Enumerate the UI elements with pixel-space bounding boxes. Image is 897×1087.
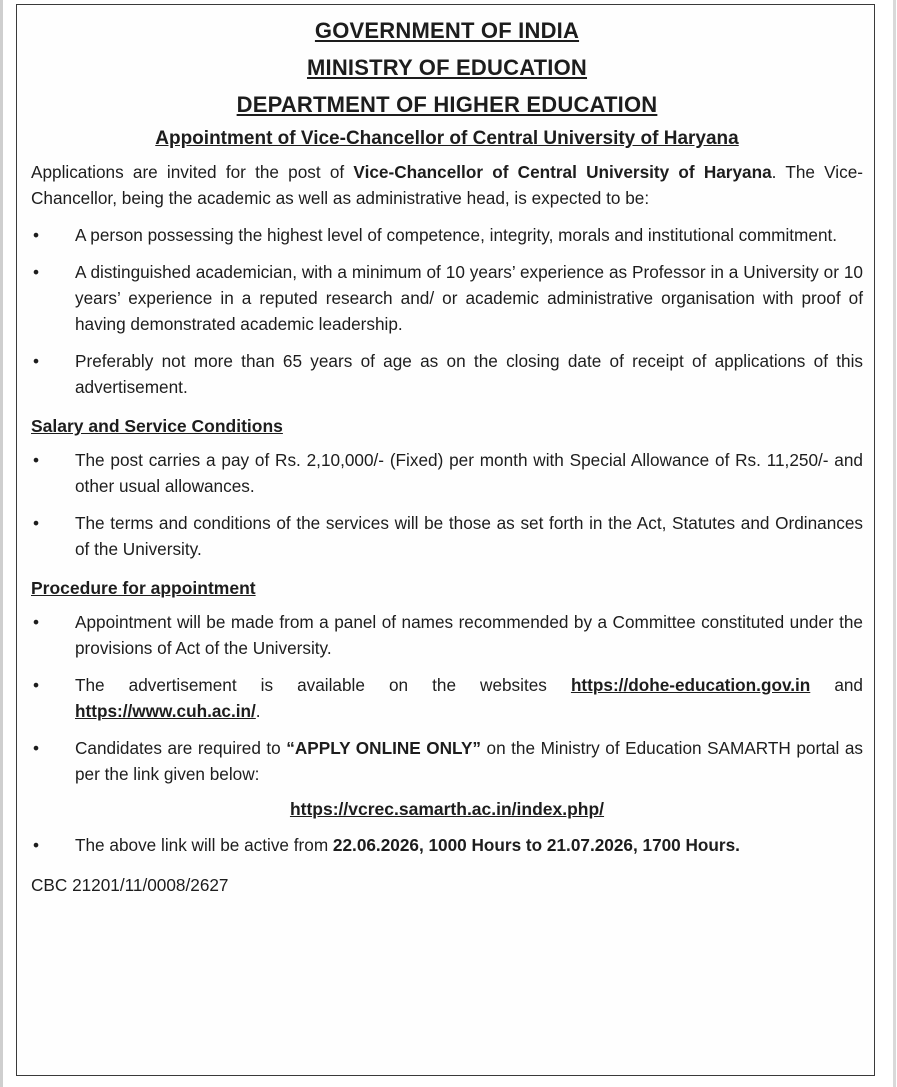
salary-list xyxy=(31,447,863,562)
list-item xyxy=(31,510,863,562)
advertisement-content xyxy=(31,5,863,898)
bullet-icon: • xyxy=(33,351,40,371)
bullet-icon: • xyxy=(33,738,40,758)
eligibility-age: Preferably not more than 65 years of age as on the closing date of receipt of applications of this advertisement. xyxy=(75,351,863,397)
cuh-website-link[interactable]: https://www.cuh.ac.in/ xyxy=(75,701,256,721)
bullet-icon: • xyxy=(33,675,40,695)
procedure-websites-end: . xyxy=(255,701,261,721)
procedure-list xyxy=(31,609,863,787)
page-edge-left xyxy=(0,0,3,1087)
intro-text-b: . The Vice-Chancellor, being the academic as well as administrative head, is expected to be: xyxy=(31,162,863,208)
header-government: GOVERNMENT OF INDIA xyxy=(314,18,580,43)
procedure-apply-text-b: on the Ministry of Education SAMARTH portal as per the link given below: xyxy=(75,738,863,784)
list-item xyxy=(31,832,863,858)
intro-text-a: Applications are invited for the post of xyxy=(31,162,354,182)
eligibility-competence: A person possessing the highest level of competence, integrity, morals and institutional commitment. xyxy=(75,225,838,245)
intro-post-name: Vice-Chancellor of Central University of Haryana xyxy=(353,162,772,182)
apply-online-only: “APPLY ONLINE ONLY” xyxy=(286,738,481,758)
bullet-icon: • xyxy=(33,262,40,282)
samarth-portal-link[interactable]: https://vcrec.samarth.ac.in/index.php/ xyxy=(289,799,605,819)
salary-pay: The post carries a pay of Rs. 2,10,000/- (Fixed) per month with Special Allowance of Rs. 11,250/- and other usual allowances. xyxy=(75,450,863,496)
bullet-icon: • xyxy=(33,225,40,245)
procedure-websites-and: and xyxy=(810,675,863,695)
procedure-panel: Appointment will be made from a panel of names recommended by a Committee constituted under the provisions of Act of the University. xyxy=(75,612,863,658)
list-item xyxy=(31,222,863,248)
procedure-link-active-dates: 22.06.2026, 1000 Hours to 21.07.2026, 1700 Hours. xyxy=(332,835,740,855)
procedure-link-active-text: The above link will be active from xyxy=(75,835,333,855)
procedure-heading: Procedure for appointment xyxy=(31,578,256,598)
procedure-websites-text: The advertisement is available on the websites xyxy=(75,675,571,695)
procedure-list-continued xyxy=(31,832,863,858)
bullet-icon: • xyxy=(33,612,40,632)
list-item xyxy=(31,609,863,661)
list-item xyxy=(31,735,863,787)
bullet-icon: • xyxy=(33,450,40,470)
dohe-website-link[interactable]: https://dohe-education.gov.in xyxy=(570,675,811,695)
list-item xyxy=(31,259,863,337)
bullet-icon: • xyxy=(33,835,40,855)
list-item xyxy=(31,447,863,499)
header-ministry: MINISTRY OF EDUCATION xyxy=(306,55,588,80)
list-item xyxy=(31,348,863,400)
advertisement-box xyxy=(16,4,875,1076)
procedure-apply-text: Candidates are required to xyxy=(75,738,287,758)
eligibility-list xyxy=(31,222,863,400)
bullet-icon: • xyxy=(33,513,40,533)
page-edge-right xyxy=(893,0,896,1087)
list-item xyxy=(31,672,863,724)
salary-heading: Salary and Service Conditions xyxy=(31,416,283,436)
cbc-reference: CBC 21201/11/0008/2627 xyxy=(31,875,229,895)
eligibility-experience: A distinguished academician, with a minimum of 10 years’ experience as Professor in a University or 10 years’ experience in a reputed research and/ or academic administrative organisation with proof of having demonstrated academic leadership. xyxy=(75,262,863,334)
header-department: DEPARTMENT OF HIGHER EDUCATION xyxy=(236,92,658,117)
salary-terms: The terms and conditions of the services will be those as set forth in the Act, Statutes and Ordinances of the University. xyxy=(75,513,863,559)
intro-paragraph xyxy=(31,159,863,211)
advertisement-title: Appointment of Vice-Chancellor of Central University of Haryana xyxy=(155,128,739,149)
